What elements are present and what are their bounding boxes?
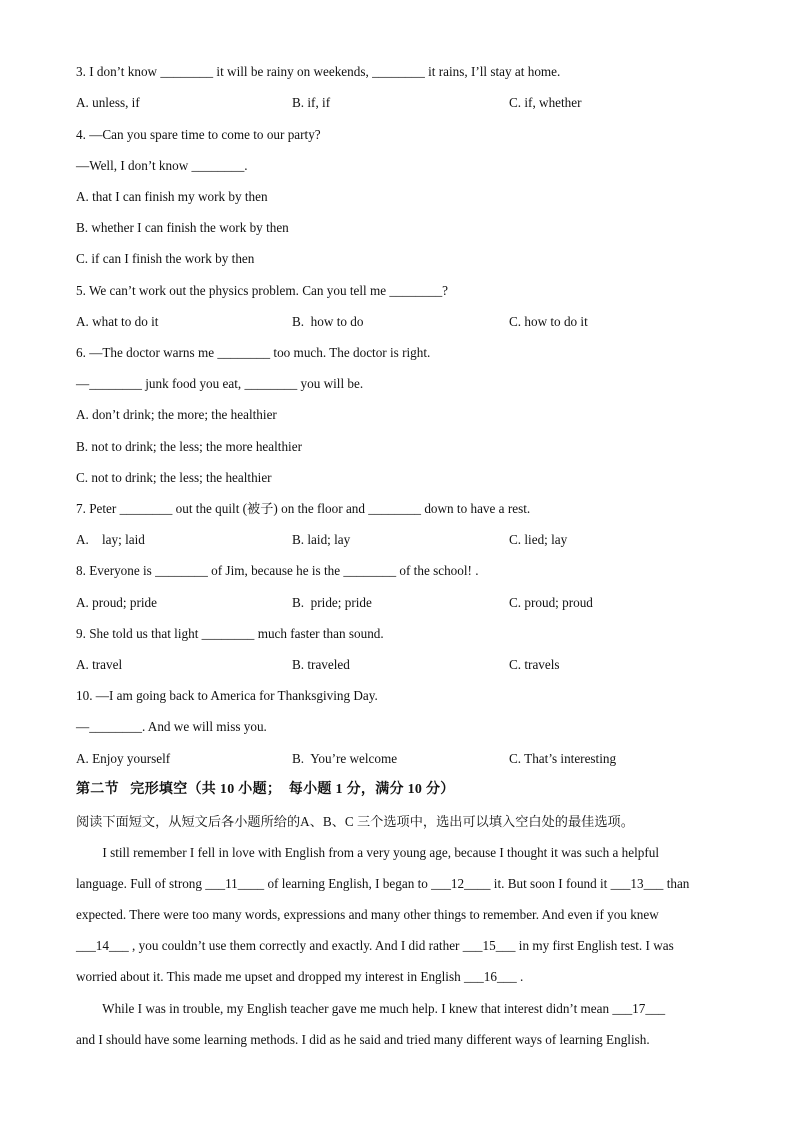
passage-line: ___14___ , you couldn’t use them correctly and exactly. And I did rather ___15___ in my first English test. I was bbox=[76, 938, 674, 953]
question-4-option-a[interactable]: A. that I can finish my work by then bbox=[76, 189, 268, 204]
question-10-option-b[interactable]: B. You’re welcome bbox=[292, 751, 398, 766]
question-6-option-b[interactable]: B. not to drink; the less; the more healthier bbox=[76, 439, 302, 454]
question-6-option-c[interactable]: C. not to drink; the less; the healthier bbox=[76, 470, 272, 485]
passage-line: expected. There were too many words, expressions and many other things to remember. And even if you knew bbox=[76, 907, 659, 922]
question-6-option-a[interactable]: A. don’t drink; the more; the healthier bbox=[76, 407, 277, 422]
question-6-stem: 6. —The doctor warns me ________ too much. The doctor is right. bbox=[76, 345, 431, 360]
question-5-option-b[interactable]: B. how to do bbox=[292, 314, 364, 329]
question-3-option-b[interactable]: B. if, if bbox=[292, 95, 331, 110]
question-5-option-a[interactable]: A. what to do it bbox=[76, 314, 159, 329]
question-3-option-a[interactable]: A. unless, if bbox=[76, 95, 140, 110]
question-6-stem-response: —________ junk food you eat, ________ you will be. bbox=[76, 376, 364, 391]
question-4-option-b[interactable]: B. whether I can finish the work by then bbox=[76, 220, 289, 235]
question-3-option-c[interactable]: C. if, whether bbox=[509, 95, 582, 110]
section-heading: 第二节 完形填空（共 10 小题； 每小题 1 分，满分 10 分） bbox=[76, 782, 455, 797]
question-5-stem: 5. We can’t work out the physics problem. Can you tell me ________? bbox=[76, 283, 449, 298]
question-9-option-c[interactable]: C. travels bbox=[509, 657, 560, 672]
question-10-stem: 10. —I am going back to America for Thanksgiving Day. bbox=[76, 688, 378, 703]
question-7-stem: 7. Peter ________ out the quilt (被子) on the floor and ________ down to have a rest. bbox=[76, 501, 531, 516]
question-7-option-a[interactable]: A. lay; laid bbox=[76, 532, 145, 547]
question-8-option-c[interactable]: C. proud; proud bbox=[509, 595, 593, 610]
question-10-option-a[interactable]: A. Enjoy yourself bbox=[76, 751, 171, 766]
question-10-stem-response: —________. And we will miss you. bbox=[76, 719, 267, 734]
question-4-stem: 4. —Can you spare time to come to our party? bbox=[76, 127, 321, 142]
question-9-option-a[interactable]: A. travel bbox=[76, 657, 123, 672]
passage-line: and I should have some learning methods. I did as he said and tried many different ways of learning English. bbox=[76, 1032, 650, 1047]
question-7-option-c[interactable]: C. lied; lay bbox=[509, 532, 568, 547]
question-5-option-c[interactable]: C. how to do it bbox=[509, 314, 588, 329]
question-9-stem: 9. She told us that light ________ much faster than sound. bbox=[76, 626, 384, 641]
passage-line: I still remember I fell in love with English from a very young age, because I thought it was such a helpful bbox=[76, 845, 660, 860]
question-3-stem: 3. I don’t know ________ it will be rainy on weekends, ________ it rains, I’ll stay at home. bbox=[76, 64, 561, 79]
passage-line: While I was in trouble, my English teacher gave me much help. I knew that interest didn’t mean ___17___ bbox=[76, 1001, 666, 1016]
question-9-option-b[interactable]: B. traveled bbox=[292, 657, 350, 672]
question-10-option-c[interactable]: C. That’s interesting bbox=[509, 751, 617, 766]
passage-line: worried about it. This made me upset and dropped my interest in English ___16___ . bbox=[76, 969, 524, 984]
question-4-stem-response: —Well, I don’t know ________. bbox=[76, 158, 248, 173]
passage-line: language. Full of strong ___11____ of learning English, I began to ___12____ it. But soon I found it ___13___ than bbox=[76, 876, 690, 891]
section-instruction: 阅读下面短文，从短文后各小题所给的A、B、C 三个选项中，选出可以填入空白处的最佳选项。 bbox=[76, 814, 634, 829]
question-8-stem: 8. Everyone is ________ of Jim, because he is the ________ of the school! . bbox=[76, 563, 479, 578]
question-8-option-a[interactable]: A. proud; pride bbox=[76, 595, 157, 610]
question-7-option-b[interactable]: B. laid; lay bbox=[292, 532, 351, 547]
question-8-option-b[interactable]: B. pride; pride bbox=[292, 595, 372, 610]
question-4-option-c[interactable]: C. if can I finish the work by then bbox=[76, 251, 255, 266]
